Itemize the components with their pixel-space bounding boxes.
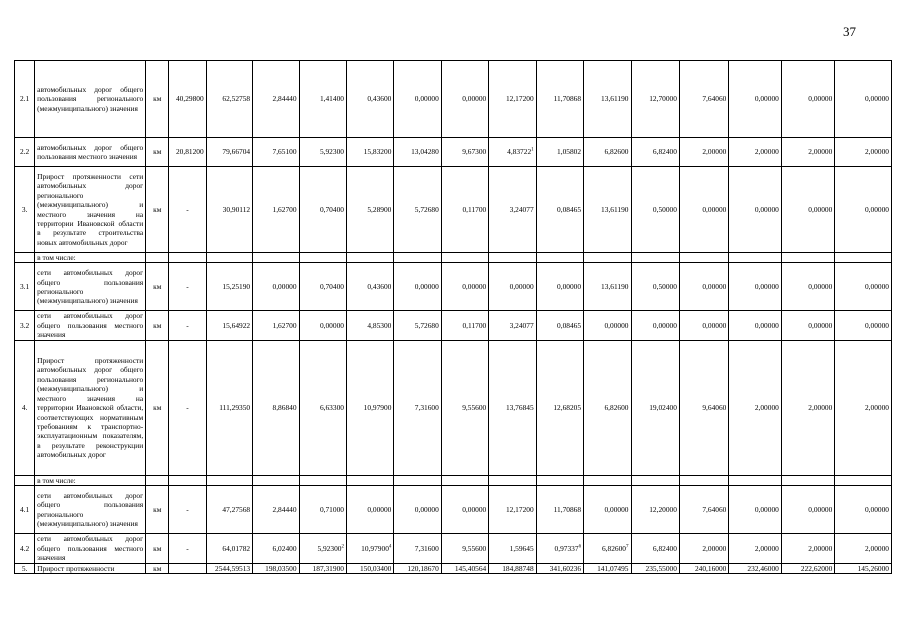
value-cell: 0,00000 — [631, 311, 679, 340]
value-cell: 240,16000 — [679, 563, 728, 573]
value-cell: 12,17200 — [489, 61, 536, 138]
row-label: в том числе: — [35, 253, 146, 263]
value-cell: 6,82600 — [584, 340, 631, 475]
value-cell: 19,02400 — [631, 340, 679, 475]
table-row — [15, 311, 892, 340]
value-cell: 10,97900 — [346, 340, 393, 475]
value-cell — [536, 253, 583, 263]
value-cell — [253, 475, 299, 485]
value-cell: 0,97337$^6$ — [536, 534, 583, 563]
value-cell: 0,00000 — [584, 311, 631, 340]
value-cell: 0,00000 — [781, 167, 834, 253]
table-row — [15, 475, 892, 485]
value-cell: 13,76845 — [489, 340, 536, 475]
value-cell: 141,07495 — [584, 563, 631, 573]
footnote-marker: 1 — [531, 147, 534, 153]
value-cell: 0,00000 — [835, 486, 892, 534]
value-cell: 5,92300$^2$ — [299, 534, 346, 563]
value-cell: 120,18670 — [394, 563, 441, 573]
value-cell: 0,08465 — [536, 167, 583, 253]
value-cell: 235,55000 — [631, 563, 679, 573]
value-cell: 13,61190 — [584, 167, 631, 253]
value-cell: 0,00000 — [394, 486, 441, 534]
row-label: автомобильных дорог общего пользования местного значения — [35, 138, 146, 167]
value-cell: 9,64060 — [679, 340, 728, 475]
row-label: автомобильных дорог общего пользования регионального (межмуниципального) значения — [35, 61, 146, 138]
value-cell — [781, 253, 834, 263]
value-cell — [206, 253, 252, 263]
row-number: 4.2 — [15, 534, 35, 563]
value-cell: 40,29800 — [169, 61, 206, 138]
row-number — [15, 253, 35, 263]
value-cell: 2,00000 — [781, 534, 834, 563]
table-row — [15, 253, 892, 263]
value-cell: 2,00000 — [679, 534, 728, 563]
value-cell: 0,00000 — [394, 263, 441, 311]
value-cell: 13,04280 — [394, 138, 441, 167]
value-cell: 0,00000 — [729, 167, 781, 253]
unit-cell: км — [146, 534, 169, 563]
footnote-marker: 4 — [388, 544, 392, 550]
value-cell: 5,92300 — [299, 138, 346, 167]
unit-cell: км — [146, 263, 169, 311]
value-cell: 0,00000 — [394, 61, 441, 138]
value-cell: 111,29350 — [206, 340, 252, 475]
row-number: 3. — [15, 167, 35, 253]
value-cell — [679, 253, 728, 263]
value-cell: 9,55600 — [441, 340, 488, 475]
value-cell: 0,00000 — [441, 486, 488, 534]
value-cell: 11,70868 — [536, 486, 583, 534]
value-cell: - — [169, 486, 206, 534]
value-cell: 6,82600$^7$ — [584, 534, 631, 563]
value-cell: 15,83200 — [346, 138, 393, 167]
value-cell: 8,86840 — [253, 340, 299, 475]
value-cell: 6,82400 — [631, 534, 679, 563]
value-cell: 15,64922 — [206, 311, 252, 340]
value-cell: 341,60236 — [536, 563, 583, 573]
value-cell: 198,03500 — [253, 563, 299, 573]
value-cell: 2,00000 — [729, 534, 781, 563]
unit-cell: км — [146, 138, 169, 167]
value-cell: 145,40564 — [441, 563, 488, 573]
value-cell — [729, 475, 781, 485]
value-cell: 64,01782 — [206, 534, 252, 563]
value-cell: 5,72680 — [394, 167, 441, 253]
value-cell: 0,00000 — [729, 263, 781, 311]
value-cell: 9,67300 — [441, 138, 488, 167]
value-cell: 2,84440 — [253, 486, 299, 534]
row-number: 3.1 — [15, 263, 35, 311]
value-cell: - — [169, 534, 206, 563]
value-cell — [441, 475, 488, 485]
value-cell: 62,52758 — [206, 61, 252, 138]
value-cell: 5,72680 — [394, 311, 441, 340]
row-label: сети автомобильных дорог общего пользования регионального (межмуниципального) значения — [35, 486, 146, 534]
value-cell: 0,00000 — [835, 311, 892, 340]
row-number: 3.2 — [15, 311, 35, 340]
table-row — [15, 563, 892, 573]
value-cell: 0,00000 — [835, 61, 892, 138]
value-cell: 0,08465 — [536, 311, 583, 340]
value-cell — [394, 475, 441, 485]
value-cell — [489, 475, 536, 485]
value-cell: 6,82400 — [631, 138, 679, 167]
row-label: Прирост протяженности сети автомобильных дорог регионального (межмуниципального) и местного значения на территории Ивановской области в результате строительства новых автомобильных дорог — [35, 167, 146, 253]
row-label: Прирост протяженности автомобильных дорог общего пользования регионального (межмуниципального) и местного значения на территории Ивановской области, соответствующих нормативным требованиям к транспортно-эксплуатационным показателям, в результате реконструкции автомобильных дорог — [35, 340, 146, 475]
value-cell: 7,31600 — [394, 340, 441, 475]
value-cell: 7,64060 — [679, 486, 728, 534]
value-cell: 1,41400 — [299, 61, 346, 138]
value-cell: 0,43600 — [346, 61, 393, 138]
value-cell — [536, 475, 583, 485]
value-cell: 145,26000 — [835, 563, 892, 573]
value-cell: 7,64060 — [679, 61, 728, 138]
unit-cell: км — [146, 486, 169, 534]
value-cell — [394, 253, 441, 263]
value-cell: 12,68205 — [536, 340, 583, 475]
value-cell: 30,90112 — [206, 167, 252, 253]
row-label: сети автомобильных дорог общего пользования местного значения — [35, 534, 146, 563]
value-cell: 47,27568 — [206, 486, 252, 534]
row-label: Прирост протяженности — [35, 563, 146, 573]
value-cell — [489, 253, 536, 263]
value-cell: 222,62000 — [781, 563, 834, 573]
value-cell: 7,31600 — [394, 534, 441, 563]
value-cell: 9,55600 — [441, 534, 488, 563]
value-cell: 10,97900$^4$ — [346, 534, 393, 563]
value-cell: 0,00000 — [441, 263, 488, 311]
unit-cell: км — [146, 167, 169, 253]
unit-cell — [146, 253, 169, 263]
value-cell — [346, 253, 393, 263]
value-cell — [781, 475, 834, 485]
value-cell: 0,00000 — [679, 167, 728, 253]
value-cell: 0,00000 — [835, 263, 892, 311]
value-cell: 1,62700 — [253, 311, 299, 340]
value-cell: 2,84440 — [253, 61, 299, 138]
value-cell: 7,65100 — [253, 138, 299, 167]
value-cell: 0,00000 — [441, 61, 488, 138]
value-cell: 0,00000 — [346, 486, 393, 534]
value-cell: 0,00000 — [536, 263, 583, 311]
value-cell: 4,85300 — [346, 311, 393, 340]
value-cell: 13,61190 — [584, 263, 631, 311]
footnote-marker: 2 — [341, 544, 344, 550]
value-cell: 0,00000 — [729, 311, 781, 340]
value-cell: 187,31900 — [299, 563, 346, 573]
value-cell: 12,20000 — [631, 486, 679, 534]
value-cell: 15,25190 — [206, 263, 252, 311]
value-cell — [206, 475, 252, 485]
value-cell: 2,00000 — [835, 340, 892, 475]
value-cell: 0,50000 — [631, 263, 679, 311]
value-cell: 12,17200 — [489, 486, 536, 534]
value-cell: 0,00000 — [679, 263, 728, 311]
value-cell: 11,70868 — [536, 61, 583, 138]
value-cell — [584, 475, 631, 485]
page-number: 37 — [843, 24, 856, 39]
table-row — [15, 263, 892, 311]
value-cell: 0,11700 — [441, 167, 488, 253]
value-cell: 0,00000 — [781, 311, 834, 340]
value-cell: 2,00000 — [679, 138, 728, 167]
table-row — [15, 167, 892, 253]
unit-cell: км — [146, 61, 169, 138]
value-cell: 2,00000 — [729, 340, 781, 475]
value-cell — [299, 253, 346, 263]
value-cell — [729, 253, 781, 263]
row-number: 4.1 — [15, 486, 35, 534]
value-cell: - — [169, 340, 206, 475]
value-cell: 12,70000 — [631, 61, 679, 138]
table-row — [15, 340, 892, 475]
value-cell: 2,00000 — [835, 534, 892, 563]
value-cell — [299, 475, 346, 485]
value-cell: 0,00000 — [489, 263, 536, 311]
data-table — [14, 60, 892, 574]
value-cell: 150,03400 — [346, 563, 393, 573]
value-cell — [584, 253, 631, 263]
value-cell: 0,00000 — [781, 263, 834, 311]
value-cell: 0,71000 — [299, 486, 346, 534]
value-cell: 1,62700 — [253, 167, 299, 253]
value-cell: - — [169, 167, 206, 253]
footnote-marker: 6 — [578, 544, 582, 550]
value-cell: 2,00000 — [781, 138, 834, 167]
unit-cell — [146, 475, 169, 485]
value-cell: 0,43600 — [346, 263, 393, 311]
row-label: сети автомобильных дорог общего пользования регионального (межмуниципального) значения — [35, 263, 146, 311]
value-cell: 0,00000 — [299, 311, 346, 340]
unit-cell: км — [146, 563, 169, 573]
value-cell: 1,59645 — [489, 534, 536, 563]
table-row — [15, 138, 892, 167]
value-cell — [169, 563, 206, 573]
value-cell: 6,82600 — [584, 138, 631, 167]
table-row — [15, 486, 892, 534]
table-row — [15, 534, 892, 563]
value-cell: 0,00000 — [781, 61, 834, 138]
value-cell: 4,83722$^1$ — [489, 138, 536, 167]
value-cell: 20,81200 — [169, 138, 206, 167]
value-cell: 0,70400 — [299, 167, 346, 253]
row-number: 4. — [15, 340, 35, 475]
value-cell: 0,00000 — [781, 486, 834, 534]
unit-cell: км — [146, 340, 169, 475]
value-cell — [169, 253, 206, 263]
value-cell: 0,11700 — [441, 311, 488, 340]
row-number — [15, 475, 35, 485]
value-cell — [441, 253, 488, 263]
row-number: 2.1 — [15, 61, 35, 138]
value-cell: 0,00000 — [835, 167, 892, 253]
row-label: сети автомобильных дорог общего пользования местного значения — [35, 311, 146, 340]
value-cell: - — [169, 263, 206, 311]
value-cell — [835, 253, 892, 263]
value-cell — [253, 253, 299, 263]
row-label: в том числе: — [35, 475, 146, 485]
value-cell: 0,00000 — [679, 311, 728, 340]
value-cell: 3,24077 — [489, 167, 536, 253]
value-cell: 13,61190 — [584, 61, 631, 138]
value-cell: 184,88748 — [489, 563, 536, 573]
value-cell — [835, 475, 892, 485]
value-cell: 0,00000 — [729, 486, 781, 534]
value-cell: 0,00000 — [253, 263, 299, 311]
value-cell: 5,28900 — [346, 167, 393, 253]
footnote-marker: 7 — [626, 544, 629, 550]
value-cell: 3,24077 — [489, 311, 536, 340]
value-cell: 2,00000 — [835, 138, 892, 167]
value-cell: 2,00000 — [781, 340, 834, 475]
value-cell: 0,00000 — [584, 486, 631, 534]
value-cell — [169, 475, 206, 485]
value-cell — [679, 475, 728, 485]
value-cell: 2,00000 — [729, 138, 781, 167]
value-cell: 1,05802 — [536, 138, 583, 167]
value-cell: 232,46000 — [729, 563, 781, 573]
value-cell: 0,70400 — [299, 263, 346, 311]
table-row — [15, 61, 892, 138]
value-cell: 6,63300 — [299, 340, 346, 475]
value-cell — [631, 253, 679, 263]
value-cell: 0,00000 — [729, 61, 781, 138]
row-number: 5. — [15, 563, 35, 573]
row-number: 2.2 — [15, 138, 35, 167]
unit-cell: км — [146, 311, 169, 340]
value-cell — [631, 475, 679, 485]
value-cell: 6,02400 — [253, 534, 299, 563]
value-cell: - — [169, 311, 206, 340]
value-cell: 0,50000 — [631, 167, 679, 253]
value-cell: 2544,59513 — [206, 563, 252, 573]
value-cell: 79,66704 — [206, 138, 252, 167]
value-cell — [346, 475, 393, 485]
